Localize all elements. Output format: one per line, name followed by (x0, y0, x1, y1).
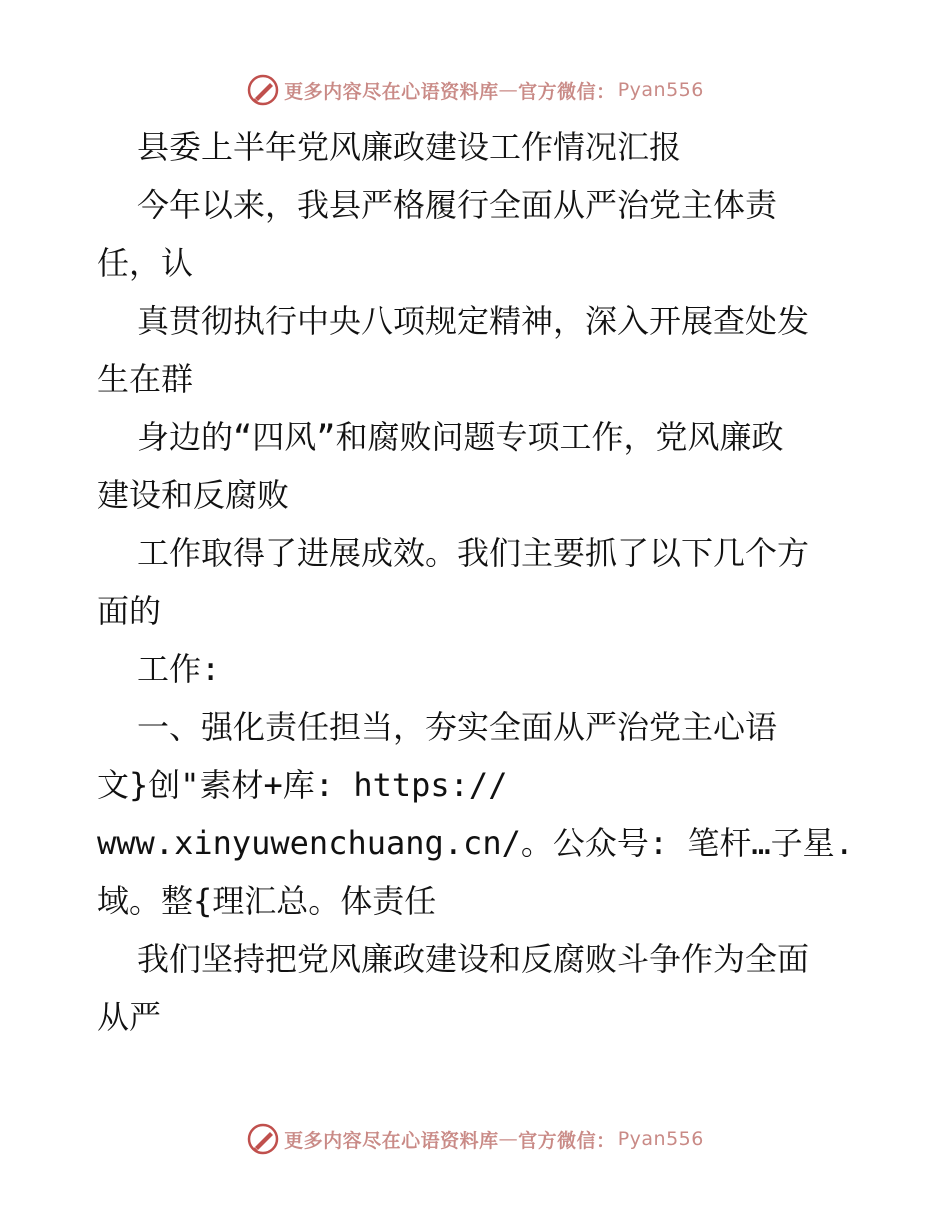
document-line: 面的 (97, 592, 162, 630)
document-line: 身边的“四风”和腐败问题专项工作，党风廉政 (137, 418, 784, 456)
document-line: 县委上半年党风廉政建设工作情况汇报 (137, 128, 682, 166)
banner-site-text: 更多内容尽在心语资料库 (284, 1129, 499, 1152)
pen-seal-logo-icon (246, 1122, 280, 1156)
banner-wechat-id: Pyan556 (617, 79, 704, 101)
banner-wechat-id: Pyan556 (617, 1128, 704, 1150)
document-line: 域。整{理汇总。体责任 (97, 882, 437, 920)
document-line: 生在群 (97, 360, 194, 398)
document-line: 任，认 (97, 244, 194, 282)
document-line: 工作取得了进展成效。我们主要抓了以下几个方 (137, 534, 810, 572)
document-line: 文}创"素材+库: https:// (97, 766, 508, 804)
pen-seal-logo-icon (246, 73, 280, 107)
banner-wechat-label: 官方微信： (518, 80, 616, 103)
document-line: 我们坚持把党风廉政建设和反腐败斗争作为全面 (137, 940, 810, 978)
banner-separator: — (498, 1128, 519, 1150)
document-line: 从严 (97, 998, 162, 1036)
document-line: 今年以来，我县严格履行全面从严治党主体责 (137, 186, 778, 224)
footer-watermark-banner (0, 1119, 950, 1159)
document-line: 工作: (137, 650, 221, 688)
banner-separator: — (498, 79, 519, 101)
document-line: 一、强化责任担当，夯实全面从严治党主心语 (137, 708, 778, 746)
document-line: 真贯彻执行中央八项规定精神，深入开展查处发 (137, 302, 810, 340)
document-body (97, 118, 877, 1046)
document-line: www.xinyuwenchuang.cn/。公众号: 笔杆…子星. (97, 824, 854, 862)
header-watermark-banner (0, 70, 950, 110)
banner-wechat-label: 官方微信： (518, 1129, 616, 1152)
document-line: 建设和反腐败 (97, 476, 290, 514)
banner-site-text: 更多内容尽在心语资料库 (284, 80, 499, 103)
